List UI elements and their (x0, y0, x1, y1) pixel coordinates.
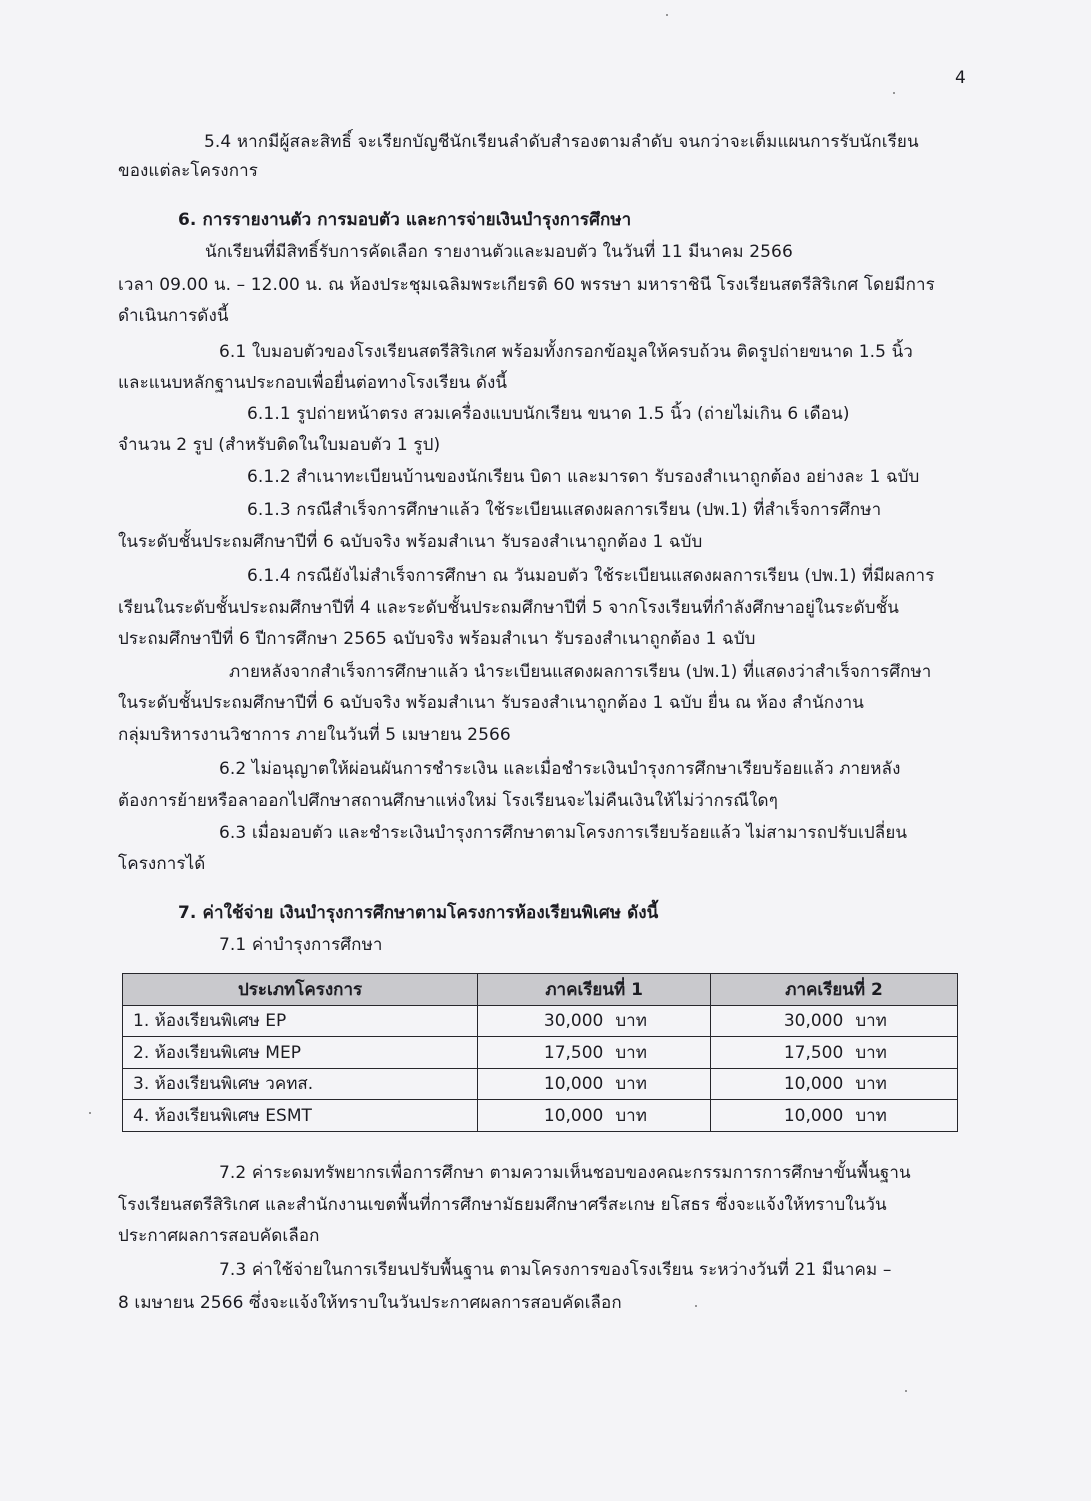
paragraph-line: ประถมศึกษาปีที่ 6 ปีการศึกษา 2565 ฉบับจริง พร้อมสำเนา รับรองสำเนาถูกต้อง 1 ฉบับ (118, 629, 756, 649)
term1-fee (478, 1037, 711, 1069)
fee-table (122, 973, 958, 1132)
fee-amount: 17,500 (543, 1042, 604, 1063)
paragraph-line: 6.1 ใบมอบตัวของโรงเรียนสตรีสิริเกศ พร้อมทั้งกรอกข้อมูลให้ครบถ้วน ติดรูปถ่ายขนาด 1.5 นิ้ว (219, 342, 913, 362)
paragraph-line: ดำเนินการดังนี้ (118, 306, 229, 326)
paragraph-line: 6.2 ไม่อนุญาตให้ผ่อนผันการชำระเงิน และเมื่อชำระเงินบำรุงการศึกษาเรียบร้อยแล้ว ภายหลัง (219, 759, 901, 779)
paragraph-line: 7.2 ค่าระดมทรัพยากรเพื่อการศึกษา ตามความเห็นชอบของคณะกรรมการการศึกษาขั้นพื้นฐาน (219, 1163, 911, 1183)
term1-fee (478, 1068, 711, 1100)
paragraph-line: 6.1.2 สำเนาทะเบียนบ้านของนักเรียน บิดา และมารดา รับรองสำเนาถูกต้อง อย่างละ 1 ฉบับ (247, 467, 920, 487)
term2-fee (711, 1068, 958, 1100)
paragraph-line: เรียนในระดับชั้นประถมศึกษาปีที่ 4 และระดับชั้นประถมศึกษาปีที่ 5 จากโรงเรียนที่กำลังศึกษาอยู่ในระดับชั้น (118, 598, 900, 618)
table-header-row (123, 974, 958, 1006)
program-name: 2. ห้องเรียนพิเศษ MEP (123, 1037, 478, 1069)
paragraph-line: กลุ่มบริหารงานวิชาการ ภายในวันที่ 5 เมษายน 2566 (118, 725, 511, 745)
fee-unit: บาท (855, 1042, 887, 1063)
fee-unit: บาท (615, 1042, 647, 1063)
fee-amount: 30,000 (543, 1011, 604, 1032)
paragraph-line: จำนวน 2 รูป (สำหรับติดในใบมอบตัว 1 รูป) (118, 435, 441, 455)
paragraph-line: 7.1 ค่าบำรุงการศึกษา (219, 935, 383, 955)
table-row (123, 1068, 958, 1100)
paragraph-line: 6.1.3 กรณีสำเร็จการศึกษาแล้ว ใช้ระเบียนแสดงผลการเรียน (ปพ.1) ที่สำเร็จการศึกษา (247, 500, 882, 520)
program-name: 3. ห้องเรียนพิเศษ วคทส. (123, 1068, 478, 1100)
paragraph-line: ในระดับชั้นประถมศึกษาปีที่ 6 ฉบับจริง พร้อมสำเนา รับรองสำเนาถูกต้อง 1 ฉบับ ยื่น ณ ห้อง สำนักงาน (118, 693, 864, 713)
fee-amount: 10,000 (783, 1105, 844, 1126)
scan-speck (89, 1112, 91, 1114)
term2-fee (711, 1005, 958, 1037)
paragraph-line: ต้องการย้ายหรือลาออกไปศึกษาสถานศึกษาแห่งใหม่ โรงเรียนจะไม่คืนเงินให้ไม่ว่ากรณีใดๆ (118, 791, 778, 811)
fee-amount: 10,000 (783, 1074, 844, 1095)
fee-unit: บาท (855, 1105, 887, 1126)
section-heading: 6. การรายงานตัว การมอบตัว และการจ่ายเงินบำรุงการศึกษา (178, 210, 632, 230)
term1-fee (478, 1005, 711, 1037)
scan-speck (666, 14, 668, 16)
term2-fee (711, 1037, 958, 1069)
paragraph-line: 5.4 หากมีผู้สละสิทธิ์ จะเรียกบัญชีนักเรียนลำดับสำรองตามลำดับ จนกว่าจะเต็มแผนการรับนักเรียน (204, 132, 919, 152)
paragraph-line: นักเรียนที่มีสิทธิ์รับการคัดเลือก รายงานตัวและมอบตัว ในวันที่ 11 มีนาคม 2566 (205, 242, 793, 262)
table-row (123, 1005, 958, 1037)
fee-unit: บาท (855, 1011, 887, 1032)
scan-speck (893, 92, 895, 94)
paragraph-line: 6.1.4 กรณียังไม่สำเร็จการศึกษา ณ วันมอบตัว ใช้ระเบียนแสดงผลการเรียน (ปพ.1) ที่มีผลการ (247, 566, 935, 586)
paragraph-line: 6.1.1 รูปถ่ายหน้าตรง สวมเครื่องแบบนักเรียน ขนาด 1.5 นิ้ว (ถ่ายไม่เกิน 6 เดือน) (247, 404, 850, 424)
paragraph-line: ในระดับชั้นประถมศึกษาปีที่ 6 ฉบับจริง พร้อมสำเนา รับรองสำเนาถูกต้อง 1 ฉบับ (118, 532, 703, 552)
fee-unit: บาท (855, 1074, 887, 1095)
fee-unit: บาท (615, 1074, 647, 1095)
program-name: 1. ห้องเรียนพิเศษ EP (123, 1005, 478, 1037)
paragraph-line: ประกาศผลการสอบคัดเลือก (118, 1226, 320, 1246)
section-heading: 7. ค่าใช้จ่าย เงินบำรุงการศึกษาตามโครงการห้องเรียนพิเศษ ดังนี้ (178, 903, 659, 923)
column-header: ภาคเรียนที่ 1 (478, 974, 711, 1006)
term1-fee (478, 1100, 711, 1132)
table-row (123, 1100, 958, 1132)
fee-amount: 17,500 (783, 1042, 844, 1063)
paragraph-line: เวลา 09.00 น. – 12.00 น. ณ ห้องประชุมเฉลิมพระเกียรติ 60 พรรษา มหาราชินี โรงเรียนสตรีสิริเกศ โดยมีการ (118, 275, 935, 295)
paragraph-line: 8 เมษายน 2566 ซึ่งจะแจ้งให้ทราบในวันประกาศผลการสอบคัดเลือก (118, 1293, 622, 1313)
paragraph-line: และแนบหลักฐานประกอบเพื่อยื่นต่อทางโรงเรียน ดังนี้ (118, 373, 508, 393)
page-number: 4 (955, 68, 966, 88)
fee-unit: บาท (615, 1105, 647, 1126)
program-name: 4. ห้องเรียนพิเศษ ESMT (123, 1100, 478, 1132)
scan-speck (905, 1390, 907, 1392)
paragraph-line: ของแต่ละโครงการ (118, 161, 258, 181)
column-header: ภาคเรียนที่ 2 (711, 974, 958, 1006)
column-header: ประเภทโครงการ (123, 974, 478, 1006)
fee-amount: 10,000 (543, 1105, 604, 1126)
paragraph-line: ภายหลังจากสำเร็จการศึกษาแล้ว นำระเบียนแสดงผลการเรียน (ปพ.1) ที่แสดงว่าสำเร็จการศึกษา (229, 662, 932, 682)
paragraph-line: โรงเรียนสตรีสิริเกศ และสำนักงานเขตพื้นที่การศึกษามัธยมศึกษาศรีสะเกษ ยโสธร ซึ่งจะแจ้งให้ทราบในวัน (118, 1195, 887, 1215)
fee-amount: 30,000 (783, 1011, 844, 1032)
paragraph-line: 7.3 ค่าใช้จ่ายในการเรียนปรับพื้นฐาน ตามโครงการของโรงเรียน ระหว่างวันที่ 21 มีนาคม – (219, 1260, 892, 1280)
table-row (123, 1037, 958, 1069)
fee-amount: 10,000 (543, 1074, 604, 1095)
term2-fee (711, 1100, 958, 1132)
fee-unit: บาท (615, 1011, 647, 1032)
paragraph-line: 6.3 เมื่อมอบตัว และชำระเงินบำรุงการศึกษาตามโครงการเรียบร้อยแล้ว ไม่สามารถปรับเปลี่ยน (219, 823, 908, 843)
paragraph-line: โครงการได้ (118, 854, 206, 874)
scan-speck (695, 1305, 697, 1307)
